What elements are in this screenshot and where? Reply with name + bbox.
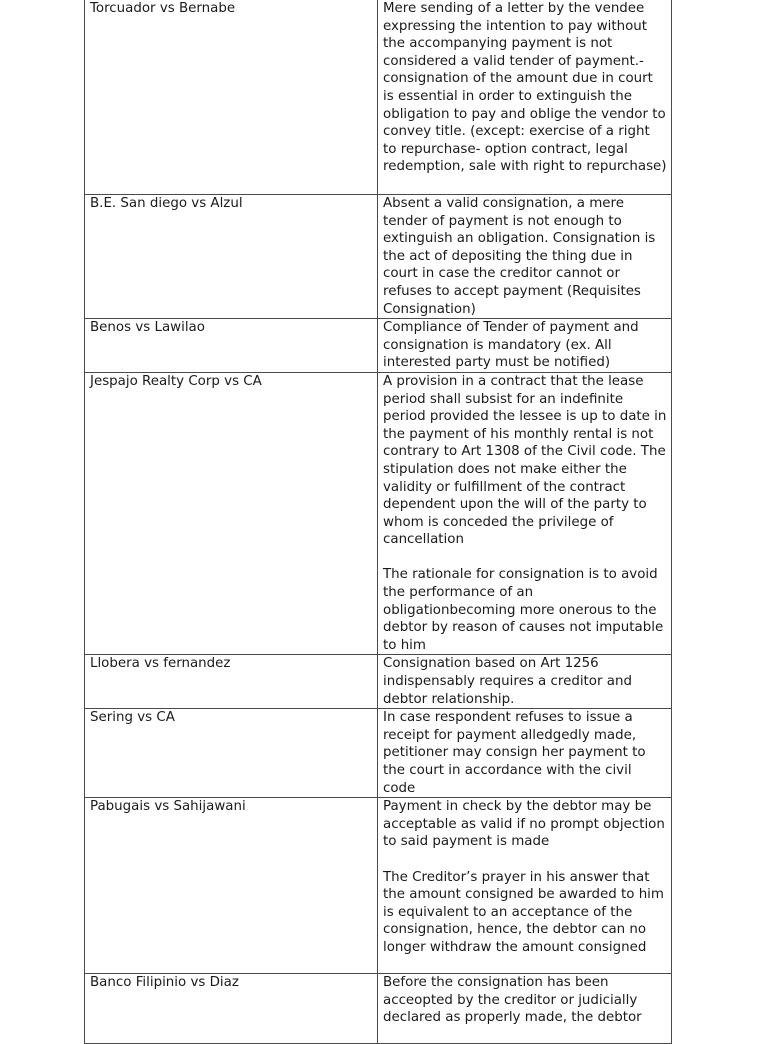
- ruling-paragraph: The rationale for consignation is to avoid the performance of an obligationbecoming more onerous to the debtor by reason of causes not imputable to him: [383, 567, 664, 653]
- case-name-cell: Pabugais vs Sahijawani: [85, 798, 378, 974]
- ruling-paragraph: Payment in check by the debtor may be acceptable as valid if no prompt objection to said payment is made: [383, 799, 665, 850]
- ruling-cell: [378, 0, 672, 195]
- case-name-cell: B.E. San diego vs Alzul: [85, 195, 378, 319]
- ruling-cell: [378, 655, 672, 709]
- table-body: [85, 0, 672, 1044]
- case-name-cell: Torcuador vs Bernabe: [85, 0, 378, 195]
- ruling-paragraph: Before the consignation has been acceopted by the creditor or judicially declared as properly made, the debtor: [383, 975, 642, 1026]
- ruling-cell: [378, 195, 672, 319]
- case-digest-table: [84, 0, 672, 1044]
- table-row: [85, 974, 672, 1044]
- ruling-paragraph: Consignation based on Art 1256 indispensably requires a creditor and debtor relationship.: [383, 656, 632, 707]
- table-row: [85, 0, 672, 195]
- ruling-cell: [378, 974, 672, 1044]
- ruling-paragraph: The Creditor’s prayer in his answer that the amount consigned be awarded to him is equivalent to an acceptance of the consignation, hence, the debtor can no longer withdraw the amount consigned: [383, 869, 664, 955]
- table-row: [85, 195, 672, 319]
- ruling-paragraph: Compliance of Tender of payment and consignation is mandatory (ex. All interested party must be notified): [383, 320, 639, 371]
- table-row: [85, 372, 672, 655]
- case-name-cell: Llobera vs fernandez: [85, 655, 378, 709]
- ruling-cell: [378, 372, 672, 655]
- paragraph-gap: [383, 549, 667, 567]
- table-row: [85, 798, 672, 974]
- table-row: [85, 319, 672, 373]
- ruling-paragraph: A provision in a contract that the lease period shall subsist for an indefinite period provided the lessee is up to date in the payment of his monthly rental is not contrary to Art 1308 of the Civil code. The stipulation does not make either the validity or fulfillment of the contract dependent upon the will of the party to whom is conceded the privilege of cancellation: [383, 373, 667, 548]
- ruling-cell: [378, 798, 672, 974]
- case-name-cell: Sering vs CA: [85, 709, 378, 798]
- table-row: [85, 709, 672, 798]
- ruling-cell: [378, 709, 672, 798]
- ruling-cell: [378, 319, 672, 373]
- case-name-cell: Jespajo Realty Corp vs CA: [85, 372, 378, 655]
- table-row: [85, 655, 672, 709]
- case-name-cell: Benos vs Lawilao: [85, 319, 378, 373]
- case-name-cell: Banco Filipinio vs Diaz: [85, 974, 378, 1044]
- ruling-paragraph: Mere sending of a letter by the vendee expressing the intention to pay without the accompanying payment is not considered a valid tender of payment.- consignation of the amount due in court is essential in order to extinguish the obligation to pay and oblige the vendor to convey title. (except: exercise of a right to repurchase- option contract, legal redemption, sale with right to repurchase): [383, 1, 667, 175]
- ruling-paragraph: Absent a valid consignation, a mere tender of payment is not enough to extinguish an obligation. Consignation is the act of depositing the thing due in court in case the creditor cannot or refuses to accept payment (Requisites Consignation): [383, 196, 656, 317]
- ruling-paragraph: In case respondent refuses to issue a receipt for payment alledgedly made, petitioner may consign her payment to the court in accordance with the civil code: [383, 710, 646, 796]
- paragraph-gap: [383, 851, 667, 869]
